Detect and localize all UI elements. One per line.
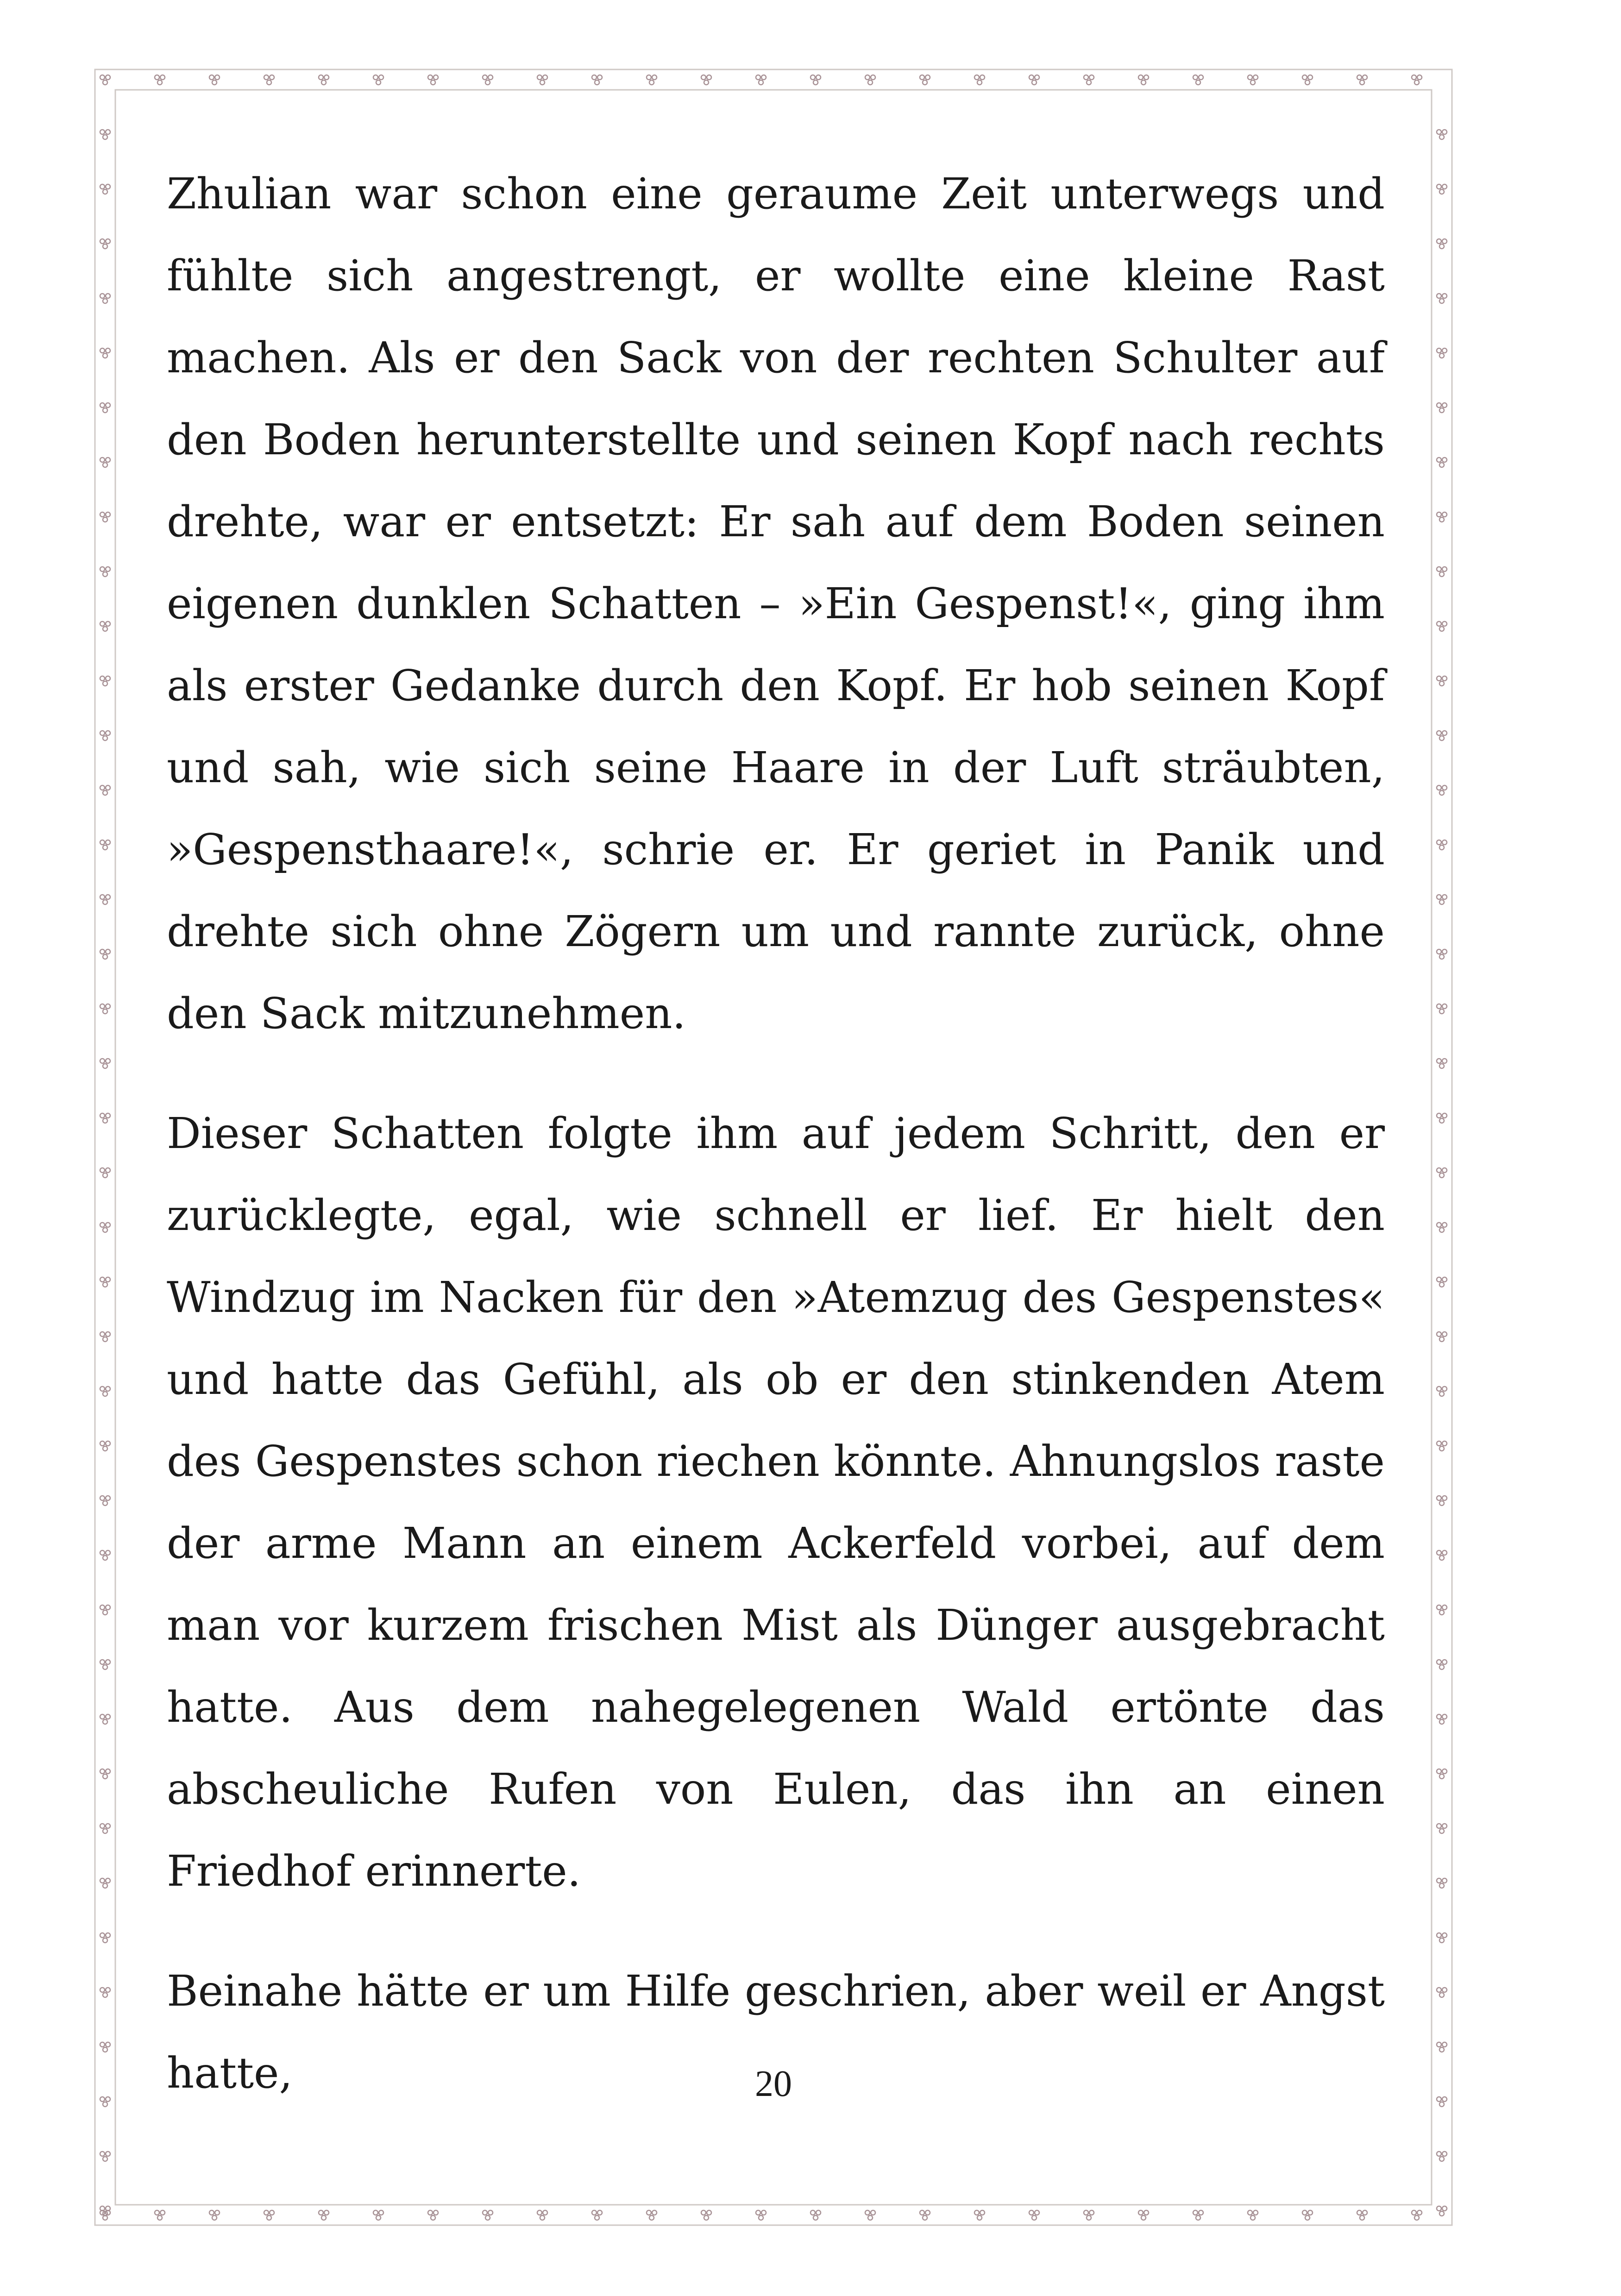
border-flower-ornament [810,75,821,85]
border-flower-ornament [1357,75,1367,85]
border-flower-ornament [483,2210,493,2220]
border-flower-ornament [1437,785,1447,795]
border-flower-ornament [1248,2210,1258,2220]
border-flower-ornament [100,785,110,795]
border-flower-ornament [1084,75,1094,85]
border-flower-ornament [1437,1660,1447,1669]
border-flower-ornament [100,2042,110,2052]
border-flower-ornament [100,130,110,139]
border-flower-ornament [1437,731,1447,740]
border-flower-ornament [1437,294,1447,303]
border-flower-ornament [1357,2210,1367,2220]
border-flower-ornament [1437,1004,1447,1014]
border-flower-ornament [100,184,110,194]
border-flower-ornament [100,458,110,467]
border-flower-ornament [100,1605,110,1615]
border-flower-ornament [100,621,110,631]
border-flower-ornament [1302,2210,1313,2220]
border-flower-ornament [1437,1769,1447,1779]
border-flower-ornament [100,1496,110,1506]
border-flower-ornament [1437,239,1447,249]
border-flower-ornament [920,75,930,85]
border-flower-ornament [100,1168,110,1178]
border-flower-ornament [319,2210,329,2220]
border-flower-ornament [1029,75,1039,85]
border-flower-ornament [701,2210,711,2220]
paragraph-3: Beinahe hätte er um Hilfe geschrien, aber weil er Angst hatte, [167,1966,1385,2098]
border-flower-ornament [647,75,657,85]
border-flower-ornament [373,2210,383,2220]
border-flower-ornament [974,2210,985,2220]
border-flower-ornament [1437,1496,1447,1506]
border-flower-ornament [810,2210,821,2220]
border-flower-ornament [100,1550,110,1560]
border-flower-ornament [1437,1059,1447,1068]
border-flower-ornament [100,1332,110,1342]
border-flower-ornament [1437,1824,1447,1833]
border-flower-ornament [1193,2210,1203,2220]
border-flower-ornament [1437,184,1447,194]
border-flower-ornament [100,567,110,577]
border-flower-ornament [155,75,165,85]
border-flower-ornament [1302,75,1313,85]
border-flower-ornament [1138,75,1149,85]
border-flower-ornament [100,1277,110,1287]
border-flower-ornament [592,2210,602,2220]
border-flower-ornament [100,1059,110,1068]
border-flower-ornament [1437,1550,1447,1560]
border-flower-ornament [428,2210,438,2220]
border-flower-ornament [1437,676,1447,686]
border-flower-ornament [1412,2210,1422,2220]
body-text [167,153,1385,2152]
border-flower-ornament [100,1113,110,1123]
border-flower-ornament [1437,895,1447,904]
border-flower-ornament [1437,840,1447,850]
border-flower-ornament [100,1660,110,1669]
border-flower-ornament [100,75,110,85]
border-flower-ornament [100,512,110,522]
border-flower-ornament [100,348,110,358]
border-flower-ornament [1437,1933,1447,1943]
border-flower-ornament [1437,2206,1447,2216]
border-flower-ornament [100,1769,110,1779]
border-flower-ornament [1437,1168,1447,1178]
border-flower-ornament [1084,2210,1094,2220]
border-flower-ornament [100,1004,110,1014]
border-flower-ornament [100,1223,110,1232]
border-flower-ornament [1437,1441,1447,1451]
border-flower-ornament [100,731,110,740]
border-flower-ornament [537,75,547,85]
border-flower-ornament [1437,1605,1447,1615]
border-flower-ornament [100,1824,110,1833]
border-flower-ornament [592,75,602,85]
border-flower-ornament [319,75,329,85]
border-flower-ornament [1193,75,1203,85]
border-flower-ornament [647,2210,657,2220]
border-flower-ornament [100,676,110,686]
border-flower-ornament [155,2210,165,2220]
border-flower-ornament [1437,130,1447,139]
border-flower-ornament [100,895,110,904]
border-flower-ornament [100,403,110,413]
border-flower-ornament [100,1988,110,1997]
border-flower-ornament [1437,2042,1447,2052]
border-flower-ornament [1437,458,1447,467]
border-flower-ornament [483,75,493,85]
page-number: 20 [755,2064,792,2104]
border-flower-ornament [1248,75,1258,85]
border-flower-ornament [209,2210,220,2220]
border-flower-ornament [920,2210,930,2220]
border-flower-ornament [1437,1988,1447,1997]
border-flower-ornament [1437,1878,1447,1888]
border-flower-ornament [428,75,438,85]
border-flower-ornament [1437,1223,1447,1232]
border-flower-ornament [100,1386,110,1396]
border-flower-ornament [1412,75,1422,85]
border-flower-ornament [264,2210,274,2220]
border-flower-ornament [100,1441,110,1451]
border-flower-ornament [1138,2210,1149,2220]
border-flower-ornament [1029,2210,1039,2220]
border-flower-ornament [701,75,711,85]
paragraph-1: Zhulian war schon eine geraume Zeit unterwegs und fühlte sich angestrengt, er wollte eine kleine Rast machen. Als er den Sack von der rechten Schulter auf den Boden herunterstellte und seinen Kopf nach rechts drehte, war er entsetzt: Er sah auf dem Boden seinen eigenen dunklen Schatten – »Ein Gespenst!«, ging ihm als erster Gedanke durch den Kopf. Er hob seinen Kopf und sah, wie sich seine Haare in der Luft sträubten, »Gespensthaare!«, schrie er. Er geriet in Panik und drehte sich ohne Zögern um und rannte zurück, ohne den Sack mitzunehmen. [167,169,1385,1038]
border-flower-ornament [1437,1332,1447,1342]
border-flower-ornament [1437,512,1447,522]
border-flower-ornament [1437,1113,1447,1123]
border-flower-ornament [865,75,875,85]
paragraph-2: Dieser Schatten folgte ihm auf jedem Schritt, den er zurücklegte, egal, wie schnell er lief. Er hielt den Windzug im Nacken für den »Atemzug des Gespenstes« und hatte das Gefühl, als ob er den stinkenden Atem des Gespenstes schon riechen könnte. Ahnungslos raste der arme Mann an einem Ackerfeld vorbei, auf dem man vor kurzem frischen Mist als Dünger ausgebracht hatte. Aus dem nahegelegenen Wald ertönte das abscheuliche Rufen von Eulen, das ihn an einen Friedhof erinnerte. [167,1109,1385,1896]
border-flower-ornament [100,1933,110,1943]
border-flower-ornament [1437,567,1447,577]
border-flower-ornament [264,75,274,85]
border-flower-ornament [100,239,110,249]
border-flower-ornament [1437,403,1447,413]
border-flower-ornament [100,1714,110,1724]
border-flower-ornament [1437,621,1447,631]
border-flower-ornament [100,1878,110,1888]
border-flower-ornament [373,75,383,85]
border-flower-ornament [974,75,985,85]
border-flower-ornament [1437,1277,1447,1287]
border-flower-ornament [209,75,220,85]
border-flower-ornament [1437,949,1447,959]
border-flower-ornament [537,2210,547,2220]
border-flower-ornament [100,840,110,850]
border-flower-ornament [756,2210,766,2220]
border-flower-ornament [1437,1714,1447,1724]
border-flower-ornament [756,75,766,85]
border-flower-ornament [1437,2152,1447,2161]
border-flower-ornament [1437,1386,1447,1396]
border-flower-ornament [100,2152,110,2161]
border-flower-ornament [865,2210,875,2220]
border-flower-ornament [1437,348,1447,358]
border-flower-ornament [100,949,110,959]
border-flower-ornament [100,294,110,303]
